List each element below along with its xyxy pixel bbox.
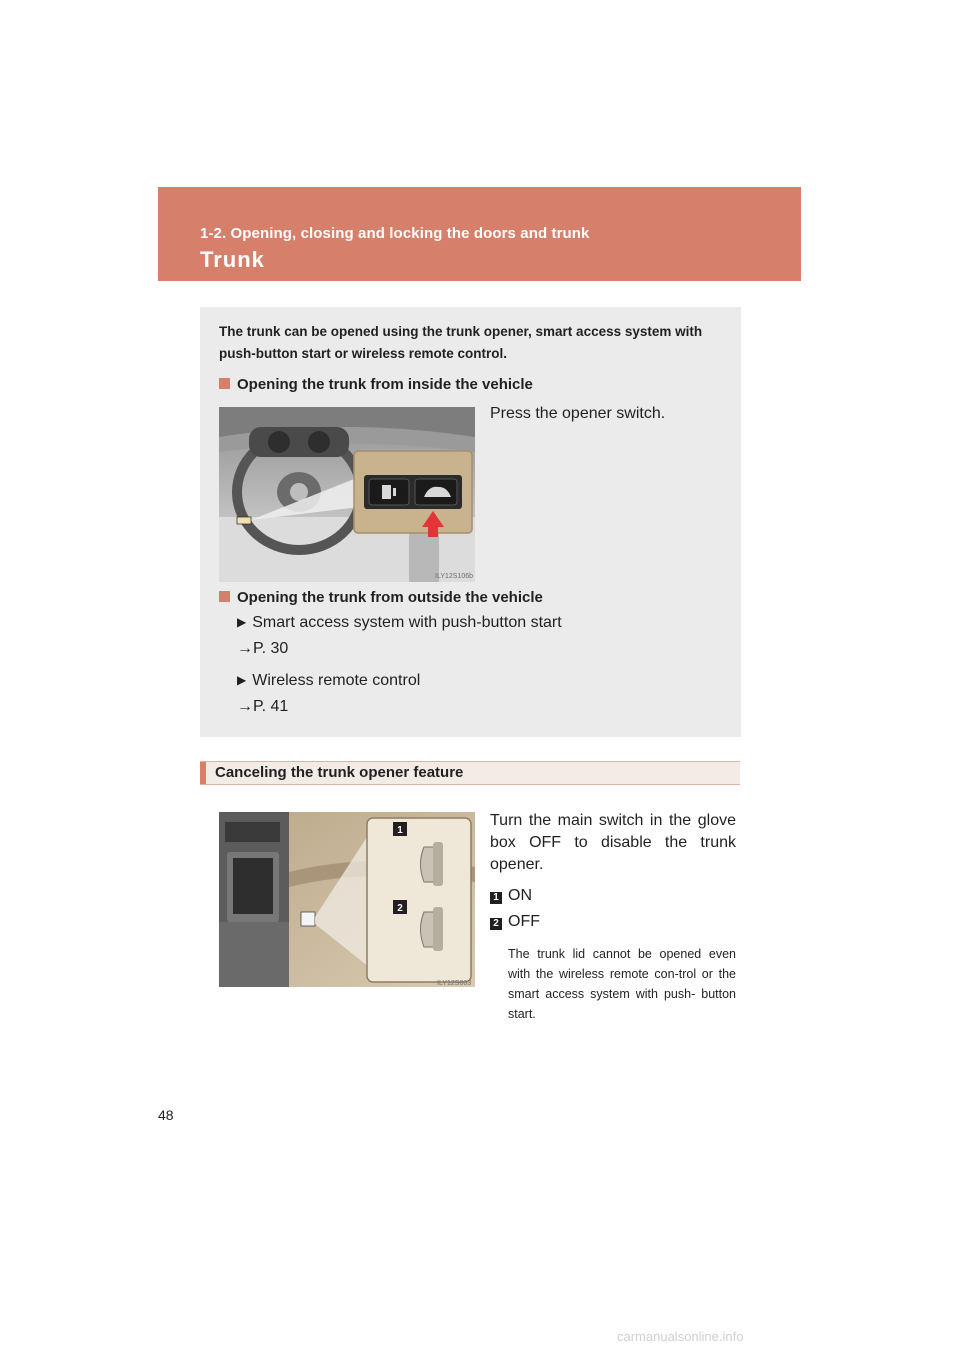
cancel-heading-bar xyxy=(200,761,740,785)
list-item-on: 1 ON xyxy=(490,887,532,905)
svg-text:2: 2 xyxy=(397,903,403,914)
heading-accent xyxy=(200,762,206,784)
chapter-header xyxy=(158,187,801,281)
inside-heading: Opening the trunk from inside the vehicle xyxy=(219,376,533,393)
svg-text:1: 1 xyxy=(397,825,403,836)
page-title: Trunk xyxy=(200,247,265,272)
cancel-instruction-text: Turn the main switch in the glove box OFF to disable the trunk opener. xyxy=(490,812,736,873)
number-badge: 1 xyxy=(490,892,502,904)
page-reference-link[interactable]: →P. 30 xyxy=(237,640,289,657)
section-title: 1-2. Opening, closing and locking the doors and trunk xyxy=(200,225,590,242)
main-switch-illustration xyxy=(219,812,475,987)
opener-switch-illustration xyxy=(219,407,475,582)
triangle-bullet-icon: ▶ xyxy=(237,673,247,687)
image-code: ILY12S003 xyxy=(437,980,472,987)
square-bullet-icon xyxy=(219,378,230,389)
outside-heading: Opening the trunk from outside the vehicle xyxy=(219,589,543,606)
note-text: The trunk lid cannot be opened even with the wireless remote con-trol or the smart access system with push- button start. xyxy=(508,947,736,1021)
square-bullet-icon xyxy=(219,591,230,602)
cancel-heading: Canceling the trunk opener feature xyxy=(215,764,464,781)
image-code: ILY12S106b xyxy=(435,573,474,580)
press-opener-text: Press the opener switch. xyxy=(490,405,666,422)
page-reference-link[interactable]: →P. 41 xyxy=(237,698,289,715)
intro-text: The trunk can be opened using the trunk opener, smart access system with push-button start or wireless remote control. xyxy=(219,324,703,361)
list-item-off: 2 OFF xyxy=(490,913,540,931)
number-badge: 2 xyxy=(490,918,502,930)
watermark: carmanualsonline.info xyxy=(617,1329,744,1344)
list-item: ▶ Wireless remote control xyxy=(237,672,421,689)
page-number: 48 xyxy=(158,1107,174,1123)
list-item: ▶ Smart access system with push-button start xyxy=(237,614,562,631)
triangle-bullet-icon: ▶ xyxy=(237,615,247,629)
